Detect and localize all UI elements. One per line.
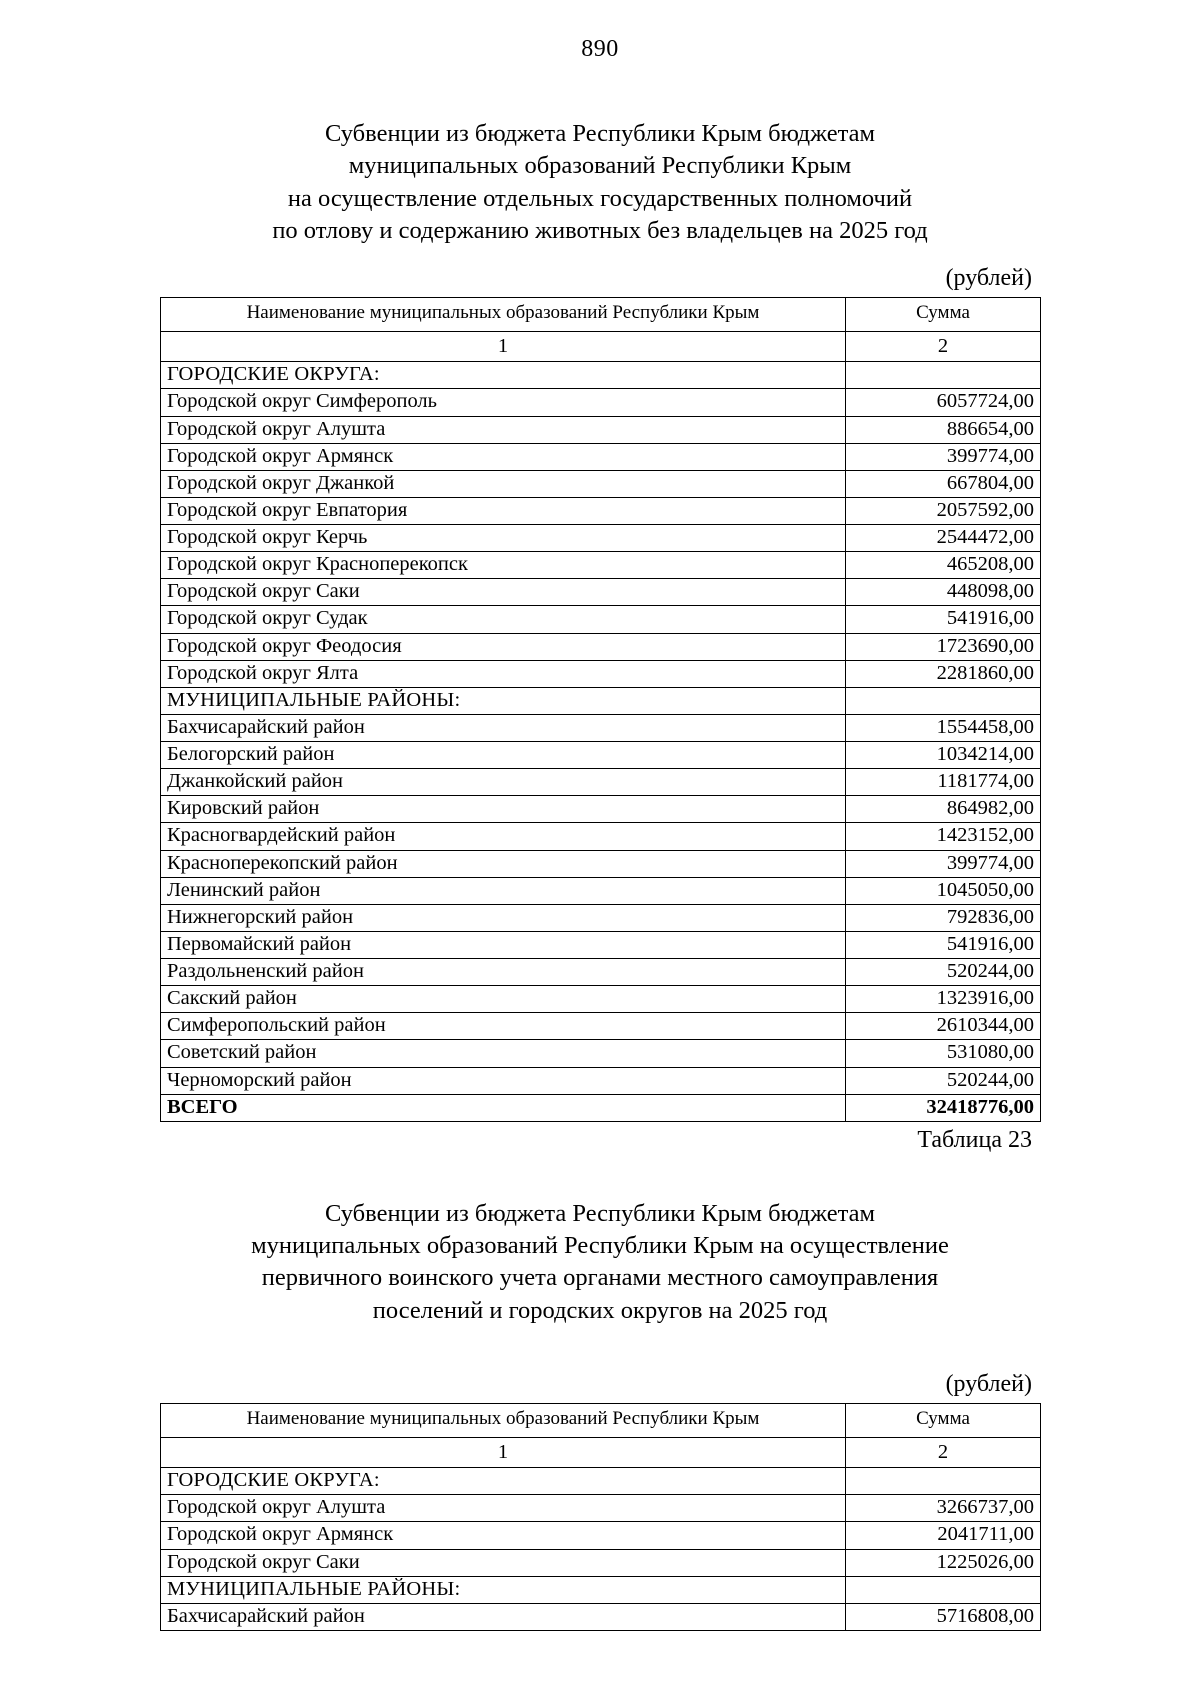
cell-municipality-name: Красногвардейский район xyxy=(161,823,846,850)
table-row xyxy=(161,1603,1041,1630)
header-cell-name: Наименование муниципальных образований Республики Крым xyxy=(161,1404,846,1438)
header-cell-name: Наименование муниципальных образований Республики Крым xyxy=(161,298,846,332)
cell-amount: 1323916,00 xyxy=(846,986,1041,1013)
cell-amount: 448098,00 xyxy=(846,579,1041,606)
table-row xyxy=(161,959,1041,986)
cell-amount: 2041711,00 xyxy=(846,1522,1041,1549)
column-number-1: 1 xyxy=(161,332,846,362)
cell-amount: 2544472,00 xyxy=(846,525,1041,552)
section1-title-line-3: на осуществление отдельных государственных полномочий xyxy=(287,184,913,212)
cell-amount: 1034214,00 xyxy=(846,742,1041,769)
section1-table-caption: Таблица 23 xyxy=(917,1126,1032,1153)
cell-amount: 1423152,00 xyxy=(846,823,1041,850)
table-row xyxy=(161,1549,1041,1576)
section1-title xyxy=(205,118,995,247)
column-number-2: 2 xyxy=(846,332,1041,362)
cell-amount: 5716808,00 xyxy=(846,1603,1041,1630)
cell-municipality-name: Городской округ Саки xyxy=(161,579,846,606)
table-row xyxy=(161,904,1041,931)
section2-title-line-3: первичного воинского учета органами местного самоуправления xyxy=(261,1264,939,1292)
cell-amount: 1045050,00 xyxy=(846,877,1041,904)
cell-amount: 886654,00 xyxy=(846,416,1041,443)
cell-municipality-name: Городской округ Саки xyxy=(161,1549,846,1576)
table-row xyxy=(161,470,1041,497)
table-row xyxy=(161,1495,1041,1522)
cell-amount: 2610344,00 xyxy=(846,1013,1041,1040)
table-section-row xyxy=(161,1468,1041,1495)
table-row xyxy=(161,796,1041,823)
cell-amount: 864982,00 xyxy=(846,796,1041,823)
header-cell-sum: Сумма xyxy=(846,298,1041,332)
table-row xyxy=(161,525,1041,552)
section2-title-line-1: Субвенции из бюджета Республики Крым бюджетам xyxy=(325,1199,875,1227)
cell-amount: 32418776,00 xyxy=(846,1094,1041,1121)
column-number-2: 2 xyxy=(846,1438,1041,1468)
cell-municipality-name: Бахчисарайский район xyxy=(161,714,846,741)
cell-amount: 667804,00 xyxy=(846,470,1041,497)
cell-municipality-name: Городской округ Армянск xyxy=(161,1522,846,1549)
cell-municipality-name: Джанкойский район xyxy=(161,769,846,796)
cell-amount xyxy=(846,362,1041,389)
cell-municipality-name: Городской округ Джанкой xyxy=(161,470,846,497)
table-row xyxy=(161,633,1041,660)
cell-municipality-name: МУНИЦИПАЛЬНЫЕ РАЙОНЫ: xyxy=(161,1576,846,1603)
cell-municipality-name: Городской округ Феодосия xyxy=(161,633,846,660)
section1-table-wrapper xyxy=(160,297,1040,1122)
cell-amount xyxy=(846,687,1041,714)
cell-municipality-name: Городской округ Алушта xyxy=(161,1495,846,1522)
cell-municipality-name: Первомайский район xyxy=(161,931,846,958)
section1-table-body xyxy=(161,298,1041,1122)
table-row xyxy=(161,714,1041,741)
cell-amount: 520244,00 xyxy=(846,959,1041,986)
section2-table-body xyxy=(161,1404,1041,1631)
cell-amount: 1225026,00 xyxy=(846,1549,1041,1576)
table-row xyxy=(161,443,1041,470)
section1-title-line-4: по отлову и содержанию животных без владельцев на 2025 год xyxy=(272,216,928,244)
section2-title-line-4: поселений и городских округов на 2025 год xyxy=(372,1296,828,1324)
table-header-row xyxy=(161,298,1041,332)
cell-municipality-name: Сакский район xyxy=(161,986,846,1013)
section1-units-label: (рублей) xyxy=(945,265,1032,292)
column-number-row xyxy=(161,1438,1041,1468)
table-row xyxy=(161,1067,1041,1094)
cell-amount: 520244,00 xyxy=(846,1067,1041,1094)
cell-municipality-name: Городской округ Судак xyxy=(161,606,846,633)
table-row xyxy=(161,877,1041,904)
cell-amount: 541916,00 xyxy=(846,606,1041,633)
cell-amount: 2057592,00 xyxy=(846,497,1041,524)
cell-municipality-name: Кировский район xyxy=(161,796,846,823)
table-row xyxy=(161,552,1041,579)
cell-amount xyxy=(846,1576,1041,1603)
cell-municipality-name: Городской округ Ялта xyxy=(161,660,846,687)
cell-amount: 792836,00 xyxy=(846,904,1041,931)
section1-table xyxy=(160,297,1041,1122)
cell-municipality-name: Городской округ Армянск xyxy=(161,443,846,470)
cell-municipality-name: Ленинский район xyxy=(161,877,846,904)
cell-amount: 1723690,00 xyxy=(846,633,1041,660)
table-row xyxy=(161,606,1041,633)
table-row xyxy=(161,416,1041,443)
cell-municipality-name: Городской округ Красноперекопск xyxy=(161,552,846,579)
section1-title-line-1: Субвенции из бюджета Республики Крым бюджетам xyxy=(325,120,875,147)
table-row xyxy=(161,579,1041,606)
cell-amount: 1554458,00 xyxy=(846,714,1041,741)
table-row xyxy=(161,742,1041,769)
table-row xyxy=(161,769,1041,796)
section2-table xyxy=(160,1403,1041,1631)
section1-title-line-2: муниципальных образований Республики Крым xyxy=(348,152,852,180)
table-row xyxy=(161,1013,1041,1040)
table-row xyxy=(161,389,1041,416)
table-total-row xyxy=(161,1094,1041,1121)
table-row xyxy=(161,986,1041,1013)
table-header-row xyxy=(161,1404,1041,1438)
cell-municipality-name: Городской округ Керчь xyxy=(161,525,846,552)
cell-amount: 465208,00 xyxy=(846,552,1041,579)
table-row xyxy=(161,931,1041,958)
section2-title-line-2: муниципальных образований Республики Крым на осуществление xyxy=(251,1232,949,1260)
cell-amount: 3266737,00 xyxy=(846,1495,1041,1522)
cell-amount: 1181774,00 xyxy=(846,769,1041,796)
table-row xyxy=(161,1040,1041,1067)
table-section-row xyxy=(161,687,1041,714)
cell-municipality-name: ГОРОДСКИЕ ОКРУГА: xyxy=(161,1468,846,1495)
table-row xyxy=(161,1522,1041,1549)
cell-municipality-name: Нижнегорский район xyxy=(161,904,846,931)
table-section-row xyxy=(161,1576,1041,1603)
column-number-1: 1 xyxy=(161,1438,846,1468)
section2-table-wrapper xyxy=(160,1403,1040,1631)
cell-municipality-name: Красноперекопский район xyxy=(161,850,846,877)
cell-municipality-name: Городской округ Симферополь xyxy=(161,389,846,416)
cell-amount: 6057724,00 xyxy=(846,389,1041,416)
cell-municipality-name: ГОРОДСКИЕ ОКРУГА: xyxy=(161,362,846,389)
cell-amount xyxy=(846,1468,1041,1495)
cell-municipality-name: ВСЕГО xyxy=(161,1094,846,1121)
cell-amount: 531080,00 xyxy=(846,1040,1041,1067)
table-row xyxy=(161,497,1041,524)
section2-title xyxy=(180,1198,1020,1327)
cell-municipality-name: МУНИЦИПАЛЬНЫЕ РАЙОНЫ: xyxy=(161,687,846,714)
header-cell-sum: Сумма xyxy=(846,1404,1041,1438)
cell-municipality-name: Городской округ Алушта xyxy=(161,416,846,443)
cell-municipality-name: Раздольненский район xyxy=(161,959,846,986)
page-number: 890 xyxy=(581,36,619,62)
table-section-row xyxy=(161,362,1041,389)
cell-municipality-name: Симферопольский район xyxy=(161,1013,846,1040)
section2-units-label: (рублей) xyxy=(945,1371,1032,1398)
cell-municipality-name: Городской округ Евпатория xyxy=(161,497,846,524)
table-row xyxy=(161,660,1041,687)
table-row xyxy=(161,850,1041,877)
cell-municipality-name: Черноморский район xyxy=(161,1067,846,1094)
cell-municipality-name: Бахчисарайский район xyxy=(161,1603,846,1630)
cell-amount: 399774,00 xyxy=(846,443,1041,470)
cell-municipality-name: Советский район xyxy=(161,1040,846,1067)
column-number-row xyxy=(161,332,1041,362)
cell-amount: 2281860,00 xyxy=(846,660,1041,687)
cell-amount: 541916,00 xyxy=(846,931,1041,958)
cell-municipality-name: Белогорский район xyxy=(161,742,846,769)
cell-amount: 399774,00 xyxy=(846,850,1041,877)
table-row xyxy=(161,823,1041,850)
